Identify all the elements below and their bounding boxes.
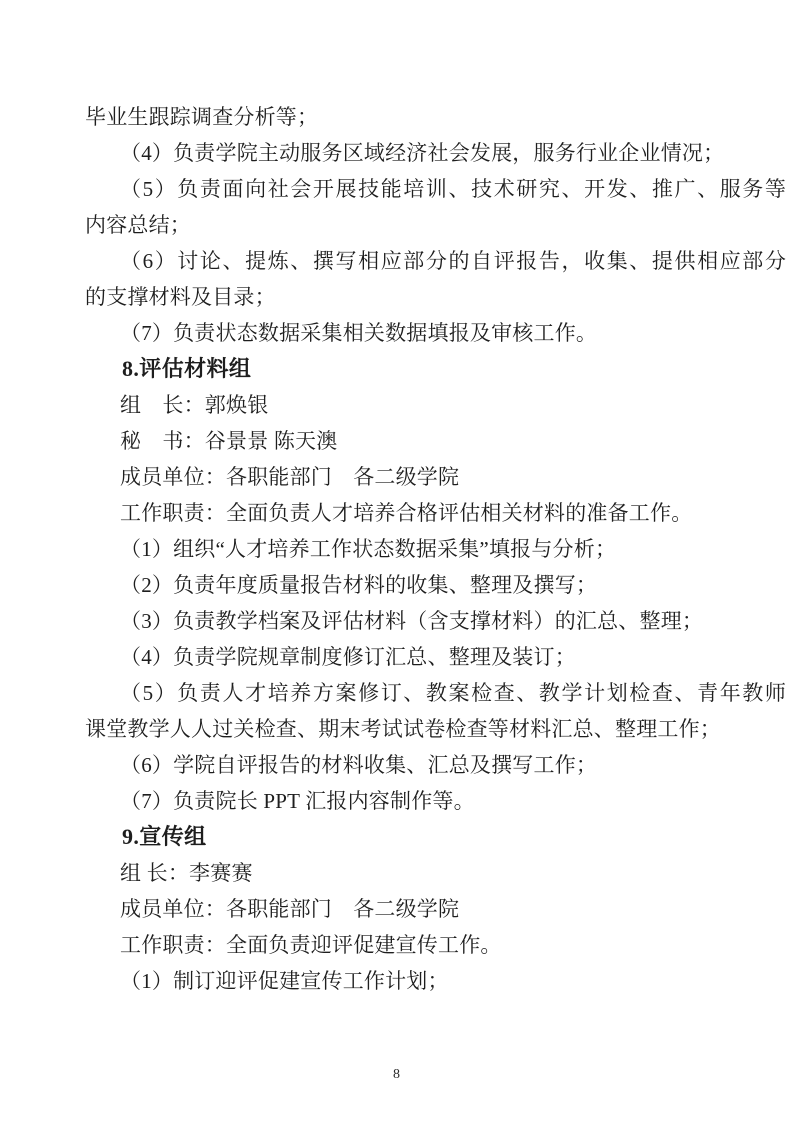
text-line-item: （6）学院自评报告的材料收集、汇总及撰写工作； <box>120 753 598 777</box>
text-line-members: 成员单位：各职能部门 各二级学院 <box>120 897 460 921</box>
text-line-item: （5）负责人才培养方案修订、教案检查、教学计划检查、青年教师 <box>120 681 788 705</box>
text-line-members: 成员单位：各职能部门 各二级学院 <box>120 465 460 489</box>
section-heading-8: 8.评估材料组 <box>122 356 252 381</box>
text-line-continuation: 的支撑材料及目录； <box>85 285 276 309</box>
text-line-item: （2）负责年度质量报告材料的收集、整理及撰写； <box>120 573 598 597</box>
text-line-item: （5）负责面向社会开展技能培训、技术研究、开发、推广、服务等 <box>120 177 788 201</box>
page-footer <box>0 1062 793 1088</box>
text-line-continuation: 内容总结； <box>85 213 191 237</box>
text-line-item: （3）负责教学档案及评估材料（含支撑材料）的汇总、整理； <box>120 609 704 633</box>
text-line-duty: 工作职责：全面负责人才培养合格评估相关材料的准备工作。 <box>120 501 693 525</box>
text-line-leader: 组 长：李赛赛 <box>120 861 253 885</box>
text-line-item: （6）讨论、提炼、撰写相应部分的自评报告，收集、提供相应部分 <box>120 249 788 273</box>
text-line-duty: 工作职责：全面负责迎评促建宣传工作。 <box>120 933 502 957</box>
text-line-continuation: 课堂教学人人过关检查、期末考试试卷检查等材料汇总、整理工作； <box>85 717 721 741</box>
text-line-item: （1）组织“人才培养工作状态数据采集”填报与分析； <box>120 537 617 561</box>
text-line-item: （7）负责状态数据采集相关数据填报及审核工作。 <box>120 321 598 345</box>
section-heading-9: 9.宣传组 <box>122 824 207 849</box>
text-line-continuation: 毕业生跟踪调查分析等； <box>85 105 319 129</box>
text-line-item: （4）负责学院规章制度修订汇总、整理及装订； <box>120 645 576 669</box>
text-line-leader: 组 长：郭焕银 <box>120 393 269 417</box>
document-body <box>85 99 788 999</box>
text-line-item: （4）负责学院主动服务区域经济社会发展，服务行业企业情况； <box>120 141 725 165</box>
page-number: 8 <box>393 1067 400 1082</box>
text-line-item: （1）制订迎评促建宣传工作计划； <box>120 969 449 993</box>
text-line-secretary: 秘 书：谷景景 陈天澳 <box>120 429 338 453</box>
text-line-item: （7）负责院长 PPT 汇报内容制作等。 <box>120 789 475 813</box>
